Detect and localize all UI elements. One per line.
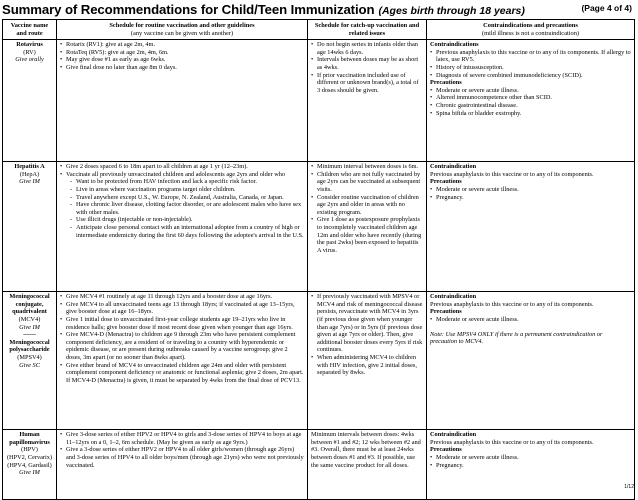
list-item: • Children who are not fully vaccinated by age 2yrs can be vaccinated at subsequent visits. [311,171,423,194]
table-row-hepatitis-a [3,162,635,292]
table-row-hpv [3,430,635,500]
list-item: • Rotarix (RV1): give at age 2m, 4m. [60,41,304,49]
list-item: • Altered immunocompetence other than SCID. [430,94,631,102]
list-item: • Intervals between doses may be as short as 4wks. [311,56,423,71]
page-number: (Page 4 of 4) [581,3,632,13]
page-title [2,1,634,18]
list-item: - Live in areas where vaccination programs target older children. [70,186,304,194]
vaccine-name: Meningococcal polysaccharide [9,338,50,354]
vaccine-abbr: (HepA) [19,170,40,178]
list-item: • Moderate or severe acute illness. [430,316,631,324]
contra-cell-rotavirus [427,40,635,162]
list-item: • Give either brand of MCV4 to unvaccinated children age 24m and older with persistent complement component deficiency or anatomic or functional asplenia; give 2 doses, 2m apart. If MCV4-D (Menactra) is given, it must be separated by 4wks from the final dose of PCV13. [60,362,304,385]
contra-cell-hepa [427,162,635,292]
precautions-heading: Precautions [430,79,462,87]
list-item: • Chronic gastrointestinal disease. [430,102,631,110]
table-row-meningococcal [3,292,635,430]
list-item: • Moderate or severe acute illness. [430,454,631,462]
note-text: Note: Use MPSV4 ONLY if there is a permanent contraindication or precaution to MCV4. [430,330,603,346]
vaccine-route: Give SC [19,361,40,369]
precautions-heading: Precautions [430,308,462,316]
catchup-cell-hpv [308,430,427,500]
vaccine-separator: —— [23,331,36,339]
list-item: • Vaccinate all previously unvaccinated children and adolescents age 2yrs and older who [60,171,304,179]
footer-date: 1/12 [624,484,634,490]
routine-cell-mening [57,292,308,430]
routine-cell-rotavirus [57,40,308,162]
catchup-cell-hepa [308,162,427,292]
document-subtitle: (Ages birth through 18 years) [378,5,525,17]
contra-heading: Contraindication [430,293,477,301]
document-title: Summary of Recommendations for Child/Teen Immunization [2,2,375,17]
list-item: - Anticipate close personal contact with an international adoptee from a country of high or intermediate endemicity during the first 60 days following the adoptee's arrival in the U.S. [70,224,304,239]
vaccine-name: Hepatitis A [14,163,45,171]
col-header-catchup: Schedule for catch-up vaccination and related issues [308,20,427,40]
catchup-cell-mening [308,292,427,430]
table-header-row [3,20,635,40]
precautions-heading: Precautions [430,446,462,454]
col-header-routine: Schedule for routine vaccination and other guidelines (any vaccine can be given with another) [57,20,308,40]
table-row-rotavirus [3,40,635,162]
col-header-vaccine: Vaccine name and route [3,20,57,40]
list-item: • Give 2 doses spaced 6 to 18m apart to all children at age 1 yr (12–23m). [60,163,304,171]
list-item: • Diagnosis of severe combined immunodeficiency (SCID). [430,72,631,80]
routine-cell-hepa [57,162,308,292]
vaccine-route: Give IM [19,178,40,186]
list-item: • Give MCV4-D (Menactra) to children age 9 through 23m who have persistent complement component deficiency, are a resident of or traveling to a country with hyperendemic or epidemic disease, or are present during outbreaks caused by a vaccine serogroup; give 2 doses, 3m apart (or no sooner than 8wks apart). [60,331,304,361]
immunization-table [2,19,635,500]
vaccine-route: Give IM [19,323,40,331]
list-item: • Do not begin series in infants older than age 14wks 6 days. [311,41,423,56]
list-item: - Travel anywhere except U.S., W. Europe, N. Zealand, Australia, Canada, or Japan. [70,194,304,202]
list-item: • If prior vaccination included use of different or unknown brand(s), a total of 3 doses should be given. [311,72,423,95]
list-item: • Minimum interval between doses is 6m. [311,163,423,171]
contra-heading: Contraindication [430,431,477,439]
list-item: - Use illicit drugs (injectable or non-injectable). [70,216,304,224]
vaccine-name: Meningococcal conjugate, quadrivalent [9,293,50,316]
list-item: • May give dose #1 as early as age 6wks. [60,56,304,64]
list-item: • Previous anaphylaxis to this vaccine or to any of its components. If allergy to latex, use RV5. [430,49,631,64]
vaccine-name: Rotavirus [16,41,43,49]
list-item: • If previously vaccinated with MPSV4 or MCV4 and risk of meningococcal disease persists, revaccinate with MCV4 in 3yrs (if previous dose given when younger than age 7yrs) or in 5yrs (if previous dose given at age 7yrs or older). Then, give additional booster doses every 5yrs if risk continues. [311,293,423,354]
vaccine-route: Give IM [19,469,40,477]
list-item: • Give 3-dose series of either HPV2 or HPV4 to girls and 3-dose series of HPV4 to boys at age 11–12yrs on a 0, 1–2, 6m schedule. (May be given as early as age 9yrs.) [60,431,304,446]
vaccine-abbr: (MCV4) [18,315,41,323]
list-item: • Give final dose no later than age 8m 0 days. [60,64,304,72]
list-item: • History of intussusception. [430,64,631,72]
vaccine-abbr: (MPSV4) [17,353,42,361]
list-item: • When administering MCV4 to children with HIV infection, give 2 initial doses, separated by 8wks. [311,354,423,377]
vaccine-abbr: (HPV) [21,446,38,454]
vaccine-cell-hpv [3,430,57,500]
vaccine-name: Human papillomavirus [9,431,50,446]
routine-cell-hpv [57,430,308,500]
list-item: • Give a 3-dose series of either HPV2 or HPV4 to all older girls/women (through age 26yrs) and 3-dose series of HPV4 to all older boys/men (through age 21yrs) who were not previously vaccinated. [60,446,304,469]
list-item: • Pregnancy. [430,194,631,202]
contra-cell-hpv [427,430,635,500]
catchup-cell-rotavirus [308,40,427,162]
vaccine-abbr: (RV) [23,48,36,56]
contra-cell-mening [427,292,635,430]
contra-text: Previous anaphylaxis to this vaccine or to any of its components. [430,438,594,446]
vaccine-cell-mening [3,292,57,430]
list-item: - Want to be protected from HAV infection and lack a specific risk factor. [70,178,304,186]
contra-text: Previous anaphylaxis to this vaccine or to any of its components. [430,170,594,178]
precautions-heading: Precautions [430,178,462,186]
vaccine-cell-hepa [3,162,57,292]
col-header-contraindications: Contraindications and precautions (mild illness is not a contraindication) [427,20,635,40]
vaccine-cell-rotavirus [3,40,57,162]
list-item: • Give MCV4 to all unvaccinated teens age 13 through 18yrs; if vaccinated at age 13–15yrs, give booster dose at age 16–18yrs. [60,301,304,316]
list-item: • Moderate or severe acute illness. [430,87,631,95]
list-item: • Give MCV4 #1 routinely at age 11 through 12yrs and a booster dose at age 16yrs. [60,293,304,301]
list-item: • Give 1 dose as postexposure prophylaxis to incompletely vaccinated children age 12m and older who have recently (during the past 2wks) been exposed to hepatitis A virus. [311,216,423,254]
vaccine-route: Give orally [15,56,44,64]
list-item: • Pregnancy. [430,462,631,470]
vaccine-brands: (HPV2, Cervarix) (HPV4, Gardasil) [6,453,53,469]
contra-heading: Contraindication [430,163,477,171]
list-item: • Consider routine vaccination of children age 2yrs and older in areas with no existing program. [311,194,423,217]
list-item: • Spina bifida or bladder exstrophy. [430,110,631,118]
contra-heading: Contraindications [430,41,479,49]
contra-text: Previous anaphylaxis to this vaccine or to any of its components. [430,300,594,308]
list-item: • Moderate or severe acute illness. [430,186,631,194]
list-item: • Give 1 initial dose to unvaccinated first-year college students age 19–21yrs who live in residence halls; give booster dose if most recent dose given when younger than age 16yrs. [60,316,304,331]
list-item: - Have chronic liver disease, clotting factor disorder, or are adolescent males who have sex with other males. [70,201,304,216]
catchup-text: Minimum intervals between doses: 4wks between #1 and #2; 12 wks between #2 and #3. Overall, there must be at least 24wks between doses #1 and #3. If possible, use the same vaccine product for all doses. [311,431,421,469]
list-item: • RotaTeq (RV5): give at age 2m, 4m, 6m. [60,49,304,57]
